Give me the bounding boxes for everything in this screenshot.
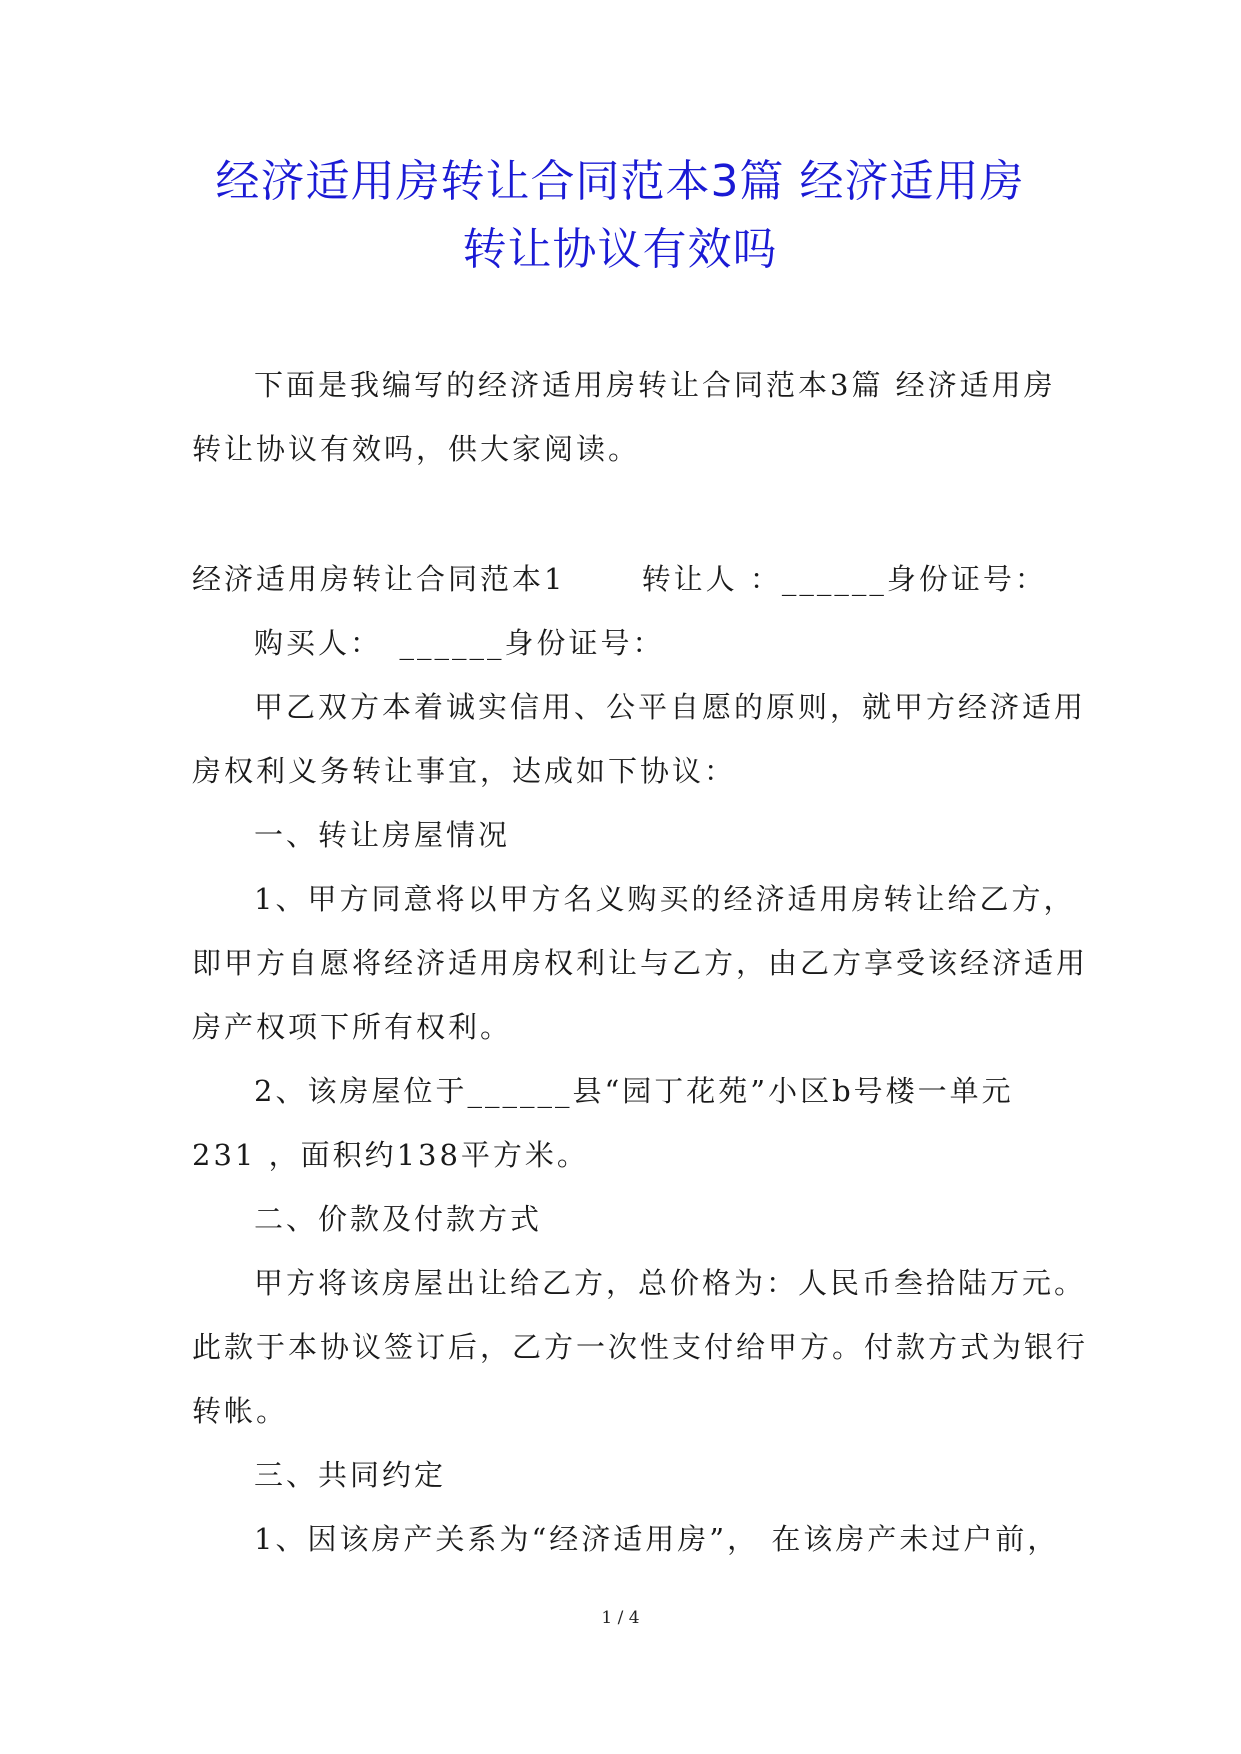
paragraph-line: 购买人： ______身份证号： bbox=[254, 626, 665, 660]
paragraph-line: 1、甲方同意将以甲方名义购买的经济适用房转让给乙方， bbox=[254, 882, 1076, 916]
paragraph-line: 转帐。 bbox=[192, 1394, 289, 1428]
intro-line: 转让协议有效吗，供大家阅读。 bbox=[192, 432, 641, 466]
paragraph-line: 甲乙双方本着诚实信用、公平自愿的原则，就甲方经济适用 bbox=[254, 690, 1087, 724]
paragraph-line: 一、转让房屋情况 bbox=[254, 818, 511, 852]
contract-paragraphs bbox=[192, 547, 1089, 1571]
document-body bbox=[192, 353, 1089, 1571]
paragraph-line: 房权利义务转让事宜，达成如下协议： bbox=[192, 754, 737, 788]
paragraph-line: 2、该房屋位于______县“园丁花苑”小区b号楼一单元 bbox=[254, 1074, 1014, 1108]
title-line: 转让协议有效吗 bbox=[462, 224, 778, 275]
page-number: 1 / 4 bbox=[601, 1608, 640, 1628]
paragraph-line: 三、共同约定 bbox=[254, 1458, 447, 1492]
document-title bbox=[150, 148, 1090, 284]
paragraph-line: 1、因该房产关系为“经济适用房”， 在该房产未过户前， bbox=[254, 1522, 1060, 1556]
paragraph-line: 二、价款及付款方式 bbox=[254, 1202, 543, 1236]
title-line: 经济适用房转让合同范本3篇 经济适用房 bbox=[215, 156, 1025, 207]
paragraph-line: 房产权项下所有权利。 bbox=[192, 1010, 513, 1044]
paragraph-line: 甲方将该房屋出让给乙方，总价格为：人民币叁拾陆万元。 bbox=[254, 1266, 1087, 1300]
paragraph-line: 即甲方自愿将经济适用房权利让与乙方，由乙方享受该经济适用 bbox=[192, 946, 1089, 980]
paragraph-line: 此款于本协议签订后，乙方一次性支付给甲方。付款方式为银行 bbox=[192, 1330, 1089, 1364]
paragraph-line: 经济适用房转让合同范本1 转让人 ：______身份证号： bbox=[192, 562, 1047, 596]
paragraph-line: 231 ，面积约138平方米。 bbox=[192, 1138, 589, 1172]
intro-line: 下面是我编写的经济适用房转让合同范本3篇 经济适用房 bbox=[254, 368, 1056, 402]
